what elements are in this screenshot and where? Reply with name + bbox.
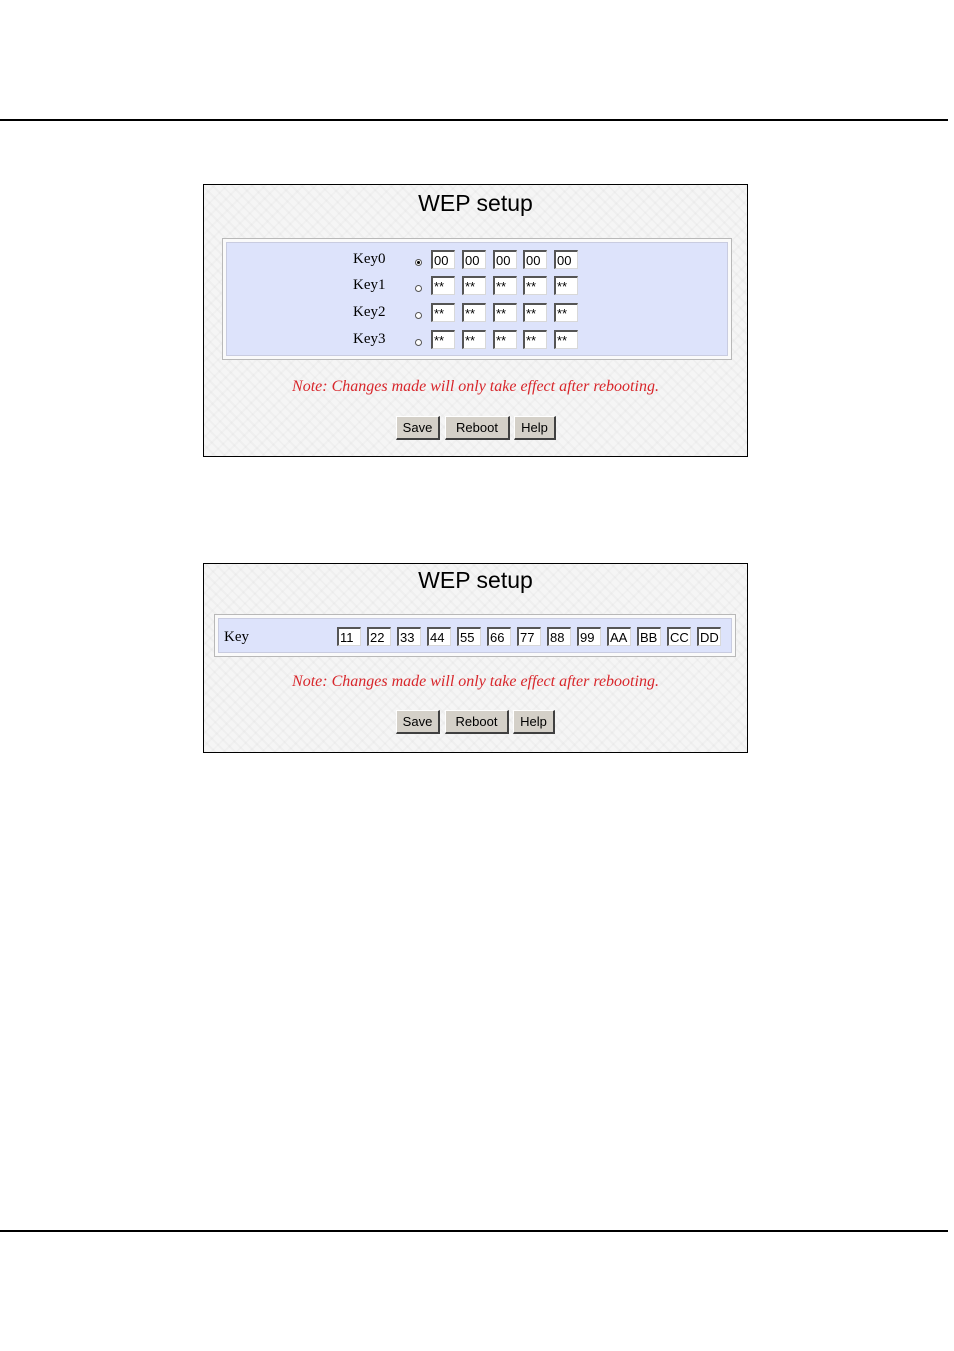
key3-byte-5[interactable] — [554, 330, 578, 349]
key3-byte-2[interactable] — [462, 330, 486, 349]
key2-byte-2[interactable] — [462, 303, 486, 322]
key0-byte-4[interactable] — [523, 250, 547, 269]
key-label: Key — [224, 629, 249, 645]
key2-byte-3[interactable] — [493, 303, 517, 322]
key-byte-5[interactable] — [457, 627, 481, 646]
key0-byte-2[interactable] — [462, 250, 486, 269]
reboot-note: Note: Changes made will only take effect after rebooting. — [292, 673, 659, 690]
key-label: Key1 — [353, 277, 386, 293]
key2-byte-4[interactable] — [523, 303, 547, 322]
key-byte-7[interactable] — [517, 627, 541, 646]
keys-table — [222, 238, 732, 360]
key0-radio[interactable] — [415, 259, 422, 266]
key2-radio[interactable] — [415, 312, 422, 319]
key2-byte-1[interactable] — [431, 303, 455, 322]
help-button[interactable]: Help — [514, 416, 556, 440]
key3-radio[interactable] — [415, 339, 422, 346]
wep-setup-panel-single-key — [203, 563, 748, 753]
key-table — [214, 614, 736, 657]
key1-radio[interactable] — [415, 285, 422, 292]
bottom-rule — [0, 1230, 948, 1232]
save-button[interactable]: Save — [396, 710, 440, 734]
key1-byte-5[interactable] — [554, 276, 578, 295]
key-row-2 — [227, 300, 727, 326]
page-title: WEP setup — [418, 567, 533, 593]
key-row-1 — [227, 273, 727, 299]
page-title: WEP setup — [418, 190, 533, 216]
key1-byte-3[interactable] — [493, 276, 517, 295]
key-label: Key3 — [353, 331, 386, 347]
key-byte-11[interactable] — [637, 627, 661, 646]
key1-byte-1[interactable] — [431, 276, 455, 295]
key1-byte-2[interactable] — [462, 276, 486, 295]
key-row-3 — [227, 327, 727, 353]
help-button[interactable]: Help — [513, 710, 555, 734]
top-rule — [0, 119, 948, 121]
key-byte-8[interactable] — [547, 627, 571, 646]
key1-byte-4[interactable] — [523, 276, 547, 295]
key-byte-2[interactable] — [367, 627, 391, 646]
key0-byte-3[interactable] — [493, 250, 517, 269]
key3-byte-3[interactable] — [493, 330, 517, 349]
key0-byte-1[interactable] — [431, 250, 455, 269]
key2-byte-5[interactable] — [554, 303, 578, 322]
key-byte-4[interactable] — [427, 627, 451, 646]
key-byte-12[interactable] — [667, 627, 691, 646]
wep-setup-panel-four-keys — [203, 184, 748, 457]
key-byte-1[interactable] — [337, 627, 361, 646]
reboot-button[interactable]: Reboot — [445, 710, 509, 734]
key-byte-13[interactable] — [697, 627, 721, 646]
key0-byte-5[interactable] — [554, 250, 578, 269]
key-row-0 — [227, 247, 727, 273]
key-byte-6[interactable] — [487, 627, 511, 646]
key3-byte-4[interactable] — [523, 330, 547, 349]
key-byte-3[interactable] — [397, 627, 421, 646]
key3-byte-1[interactable] — [431, 330, 455, 349]
save-button[interactable]: Save — [396, 416, 440, 440]
key-byte-10[interactable] — [607, 627, 631, 646]
key-byte-9[interactable] — [577, 627, 601, 646]
key-label: Key2 — [353, 304, 386, 320]
reboot-button[interactable]: Reboot — [445, 416, 510, 440]
key-label: Key0 — [353, 251, 386, 267]
reboot-note: Note: Changes made will only take effect after rebooting. — [292, 378, 659, 395]
